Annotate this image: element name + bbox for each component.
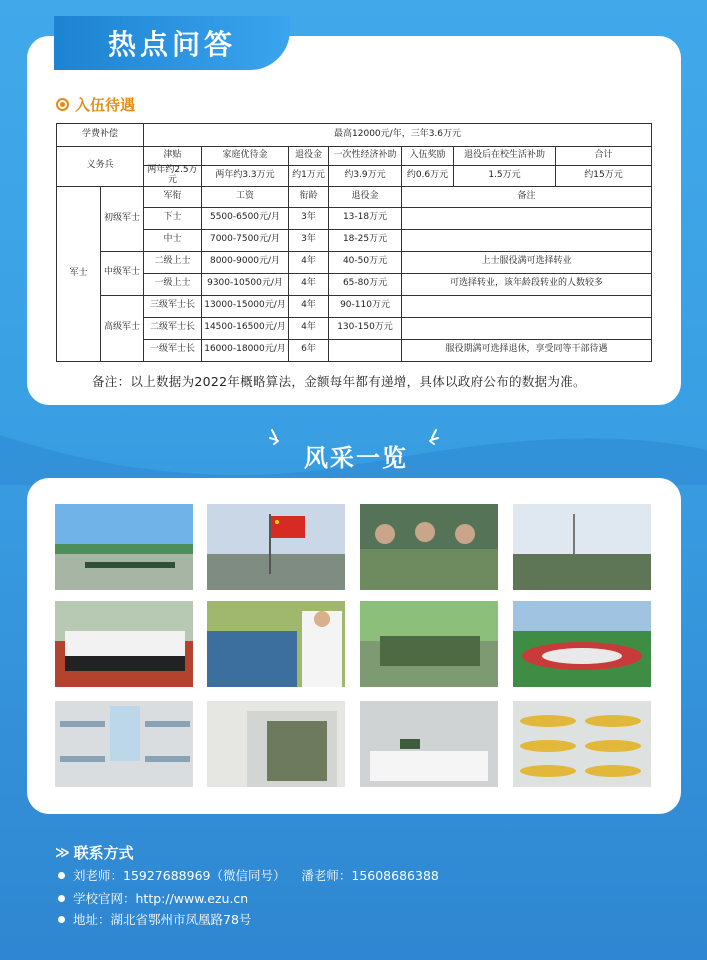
table-note: 备注：以上数据为2022年概略算法，金额每年都有递增，具体以政府公布的数据为准。 (92, 374, 586, 389)
table-cell: 一级军士长 (144, 339, 202, 361)
photo-officer-megaphone (207, 601, 345, 687)
treatment-table (56, 123, 652, 362)
website-text: 学校官网：http://www.ezu.cn (73, 891, 249, 906)
table-header-cell: 退役金 (289, 147, 329, 166)
table-row (57, 147, 652, 166)
table-cell: 1.5万元 (454, 166, 556, 187)
bullet-icon (58, 872, 65, 879)
table-row (57, 317, 652, 339)
photo-flag-ceremony (207, 504, 345, 590)
page-title: 热点问答 (54, 16, 290, 70)
contact-heading (55, 842, 134, 863)
sparkle-icon (420, 428, 440, 448)
table-cell: 9300-10500元/月 (202, 273, 289, 295)
group-label: 高级军士 (101, 295, 144, 361)
photo-white-uniform-formation (55, 601, 193, 687)
table-header-cell: 备注 (402, 186, 652, 207)
photo-stadium-formation (513, 601, 651, 687)
table-cell: 13000-15000元/月 (202, 295, 289, 317)
table-cell: 一级上士 (144, 273, 202, 295)
table-header-cell: 退役金 (329, 186, 402, 207)
table-cell: 130-150万元 (329, 317, 402, 339)
table-cell: 14500-16500元/月 (202, 317, 289, 339)
table-cell: 5500-6500元/月 (202, 207, 289, 229)
table-row (57, 124, 652, 147)
sparkle-icon (268, 428, 288, 448)
table-cell: 下士 (144, 207, 202, 229)
table-header-cell: 衔龄 (289, 186, 329, 207)
photo-wash-basins (513, 701, 651, 787)
table-cell: 两年约2.5万元 (144, 166, 202, 187)
table-cell (329, 339, 402, 361)
sergeant-label: 军士 (57, 186, 101, 361)
table-cell: 16000-18000元/月 (202, 339, 289, 361)
section-heading (56, 94, 135, 114)
table-row (57, 207, 652, 229)
target-icon (56, 98, 69, 111)
double-chevron-icon: ≫ (55, 844, 70, 861)
table-cell (402, 229, 652, 251)
table-cell: 13-18万元 (329, 207, 402, 229)
table-cell: 两年约3.3万元 (202, 166, 289, 187)
table-cell: 4年 (289, 251, 329, 273)
bullet-icon (58, 895, 65, 902)
table-cell: 上士服役满可选择转业 (402, 251, 652, 273)
table-cell: 中士 (144, 229, 202, 251)
table-cell: 3年 (289, 207, 329, 229)
bullet-icon (58, 916, 65, 923)
table-row (57, 295, 652, 317)
table-cell: 二级上士 (144, 251, 202, 273)
table-cell: 40-50万元 (329, 251, 402, 273)
tuition-value: 最高12000元/年，三年3.6万元 (144, 124, 652, 147)
table-cell: 三级军士长 (144, 295, 202, 317)
table-cell: 7000-7500元/月 (202, 229, 289, 251)
photo-camouflage-soldiers (360, 504, 498, 590)
photo-marching-troops (360, 601, 498, 687)
photo-uniform-locker (207, 701, 345, 787)
table-header-cell: 退役后在校生活补助 (454, 147, 556, 166)
contact-title: 联系方式 (73, 844, 134, 862)
photo-salute (513, 504, 651, 590)
address-text: 地址：湖北省鄂州市凤凰路78号 (73, 912, 252, 927)
table-row (57, 166, 652, 187)
table-row (57, 186, 652, 207)
group-label: 初级军士 (101, 186, 144, 251)
table-row (57, 251, 652, 273)
table-cell: 约0.6万元 (402, 166, 454, 187)
table-cell: 65-80万元 (329, 273, 402, 295)
section-title-text: 入伍待遇 (75, 95, 136, 114)
gallery-title: 风采一览 (304, 444, 408, 472)
table-cell (402, 207, 652, 229)
photo-folded-bed (360, 701, 498, 787)
table-cell: 6年 (289, 339, 329, 361)
photo-parade-field (55, 504, 193, 590)
table-header-cell: 一次性经济补助 (329, 147, 402, 166)
contact-teachers (58, 866, 439, 884)
table-row (57, 339, 652, 361)
table-row (57, 273, 652, 295)
teacher-phones: 刘老师：15927688969（微信同号） 潘老师：15608686388 (73, 868, 439, 883)
table-cell: 可选择转业，该年龄段转业的人数较多 (402, 273, 652, 295)
table-cell: 约15万元 (556, 166, 652, 187)
table-cell: 4年 (289, 273, 329, 295)
photo-dorm-bunk-beds (55, 701, 193, 787)
table-header-cell: 军衔 (144, 186, 202, 207)
table-header-cell: 家庭优待金 (202, 147, 289, 166)
table-cell: 约1万元 (289, 166, 329, 187)
table-header-cell: 合计 (556, 147, 652, 166)
contact-address (58, 910, 251, 928)
table-cell: 约3.9万元 (329, 166, 402, 187)
table-cell: 服役期满可选择退休，享受同等干部待遇 (402, 339, 652, 361)
table-header-cell: 津贴 (144, 147, 202, 166)
contact-website (58, 889, 248, 907)
table-cell (402, 317, 652, 339)
table-row (57, 229, 652, 251)
table-cell: 8000-9000元/月 (202, 251, 289, 273)
table-header-cell: 入伍奖励 (402, 147, 454, 166)
group-label: 中级军士 (101, 251, 144, 295)
table-cell: 3年 (289, 229, 329, 251)
table-header-cell: 工资 (202, 186, 289, 207)
conscript-label: 义务兵 (57, 147, 144, 187)
table-cell: 90-110万元 (329, 295, 402, 317)
table-cell (402, 295, 652, 317)
table-cell: 二级军士长 (144, 317, 202, 339)
table-cell: 18-25万元 (329, 229, 402, 251)
table-cell: 4年 (289, 317, 329, 339)
table-cell: 4年 (289, 295, 329, 317)
tuition-label: 学费补偿 (57, 124, 144, 147)
